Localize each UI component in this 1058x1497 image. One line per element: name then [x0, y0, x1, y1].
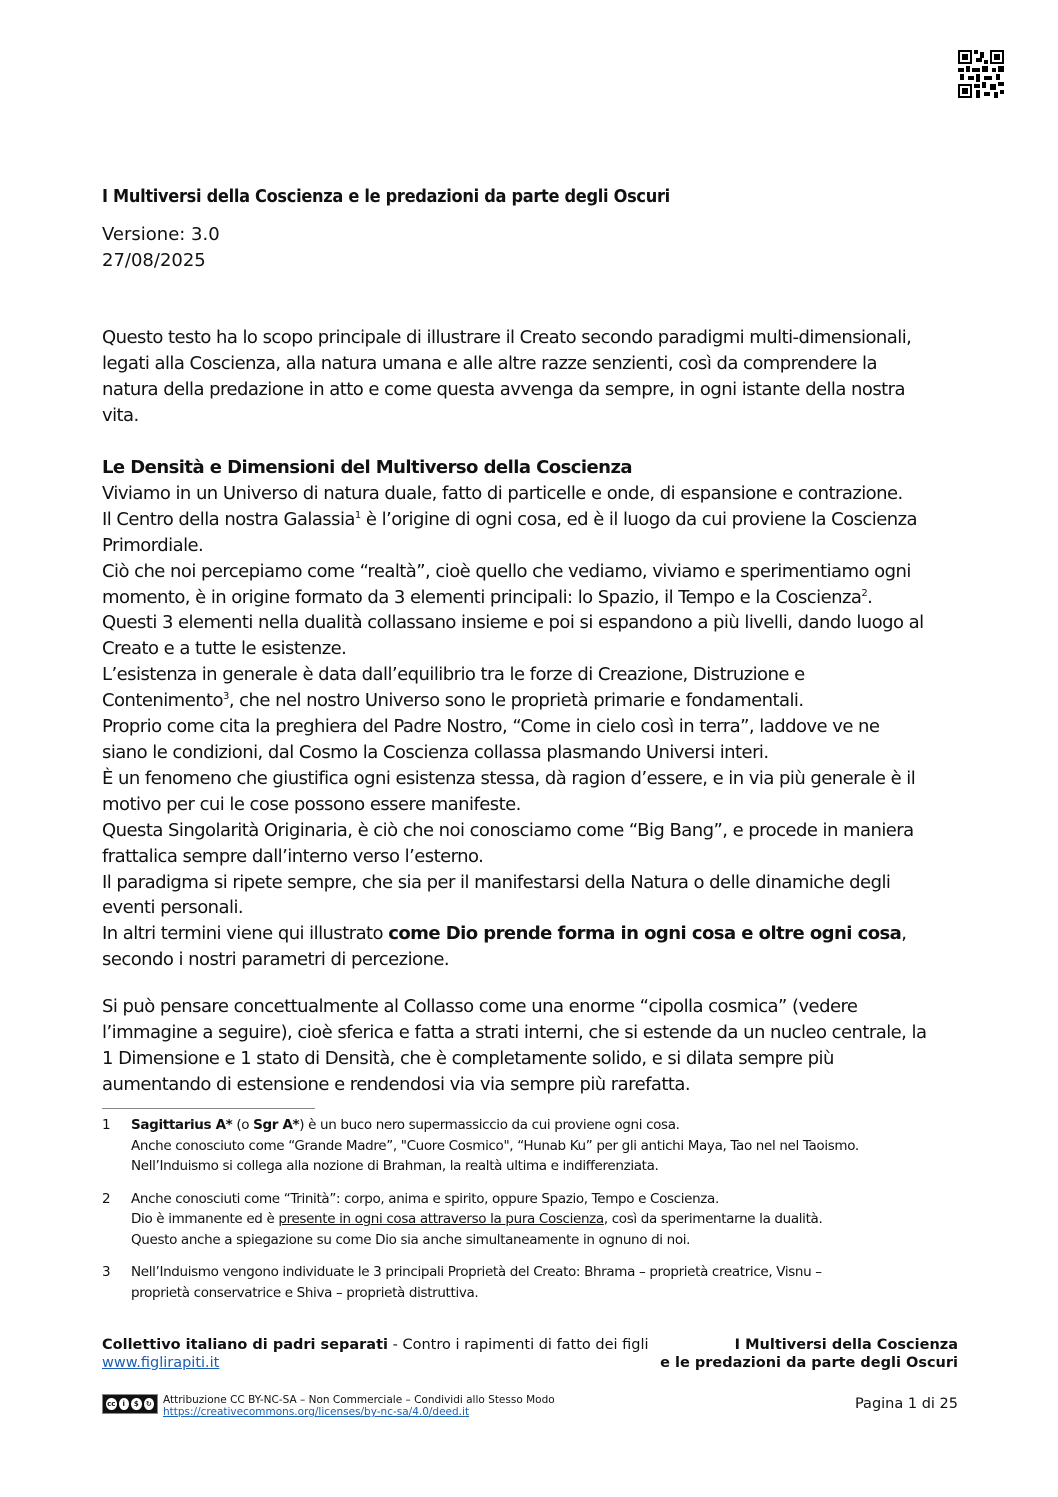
- footnote-number: 3: [102, 1264, 111, 1280]
- footer-title-line: I Multiversi della Coscienza: [734, 1337, 958, 1353]
- page-number: Pagina 1 di 25: [854, 1396, 958, 1412]
- footnote-line: [131, 1115, 962, 1136]
- collasso-paragraph: [102, 994, 962, 1098]
- section-line: Ciò che noi percepiamo come “realtà”, cioè quello che vediamo, viviamo e sperimentiamo ogni: [102, 560, 911, 582]
- footnote-line: proprietà conservatrice e Shiva – proprietà distruttiva.: [131, 1284, 479, 1301]
- footnote-ref-3[interactable]: 3: [223, 691, 229, 703]
- cc-icon: cc: [105, 1397, 118, 1411]
- section-line: Questi 3 elementi nella dualità collassano insieme e poi si espandono a più livelli, dando luogo al: [102, 612, 924, 634]
- text-fragment: è l’origine di ogni cosa, ed è il luogo da cui proviene la Coscienza: [360, 508, 917, 530]
- section-line: Questa Singolarità Originaria, è ciò che noi conosciamo come “Big Bang”, e procede in maniera: [102, 819, 914, 841]
- intro-line: vita.: [102, 404, 139, 426]
- collasso-line: l’immagine a seguire), cioè sferica e fatta a strati interni, che si estende da un nucleo centrale, la: [102, 1021, 927, 1043]
- intro-line: natura della predazione in atto e come questa avvenga da sempre, in ogni istante della nostra: [102, 378, 906, 400]
- sa-icon: ↻: [143, 1397, 156, 1411]
- qr-code-icon: [958, 50, 1004, 98]
- collasso-line: 1 Dimensione e 1 stato di Densità, che è completamente solido, e si dilata sempre più: [102, 1047, 834, 1069]
- footer-doc-title: [660, 1336, 958, 1372]
- footnote-ref-1[interactable]: 1: [354, 509, 361, 521]
- section-line: [102, 507, 962, 533]
- collasso-line: Si può pensare concettualmente al Collasso come una enorme “cipolla cosmica” (vedere: [102, 996, 858, 1017]
- footnote-line: Anche conosciuto come “Grande Madre”, "Cuore Cosmico", “Hunab Ku” per gli antichi Maya, Tao nel nel Taoismo.: [131, 1137, 859, 1154]
- section-line: secondo i nostri parametri di percezione.: [102, 949, 450, 971]
- footnotes: [102, 1115, 962, 1315]
- cc-by-nc-sa-icon[interactable]: [102, 1394, 158, 1414]
- footer-organization: [102, 1336, 649, 1372]
- license-text: Attribuzione CC BY-NC-SA – Non Commerciale – Condividi allo Stesso Modo: [163, 1394, 555, 1406]
- org-name: Collettivo italiano di padri separati: [102, 1337, 388, 1353]
- intro-line: Questo testo ha lo scopo principale di illustrare il Creato secondo paradigmi multi-dimensionali,: [102, 327, 912, 348]
- intro-line: legati alla Coscienza, alla natura umana e alle altre razze senzienti, così da comprendere la: [102, 352, 877, 374]
- emphasis-text: Sgr A*: [253, 1117, 300, 1133]
- section-line: motivo per cui le cose possono essere manifeste.: [102, 793, 521, 815]
- footnote-line: Nell’Induismo vengono individuate le 3 principali Proprietà del Creato: Bhrama – proprietà creatrice, Visnu –: [131, 1264, 822, 1280]
- section-line: siano le condizioni, dal Cosmo la Coscienza collassa plasmando Universi interi.: [102, 741, 769, 763]
- footnote-line: Nell’Induismo si collega alla nozione di Brahman, la realtà ultima e indifferenziata.: [131, 1158, 659, 1174]
- emphasis-text: come Dio prende forma in ogni cosa e oltre ogni cosa: [388, 923, 902, 945]
- footnote-line: [131, 1209, 962, 1230]
- footnote-1: [102, 1115, 962, 1177]
- license-block: [102, 1394, 555, 1418]
- section-line: Il paradigma si ripete sempre, che sia per il manifestarsi della Natura o delle dinamiche degli: [102, 871, 891, 893]
- license-link[interactable]: https://creativecommons.org/licenses/by-nc-sa/4.0/deed.it: [163, 1406, 470, 1418]
- collasso-line: aumentando di estensione e rendendosi via via sempre più rarefatta.: [102, 1073, 691, 1095]
- section-heading: Le Densità e Dimensioni del Multiverso della Coscienza: [102, 457, 632, 478]
- footnote-divider: [102, 1108, 315, 1109]
- section-line: frattalica sempre dall’interno verso l’esterno.: [102, 845, 484, 867]
- section-line: [102, 921, 962, 947]
- text-fragment: momento, è in origine formato da 3 elementi principali: lo Spazio, il Tempo e la Coscienza: [102, 586, 862, 608]
- footnote-number: 2: [102, 1190, 111, 1207]
- section-line: Proprio come cita la preghiera del Padre Nostro, “Come in cielo così in terra”, laddove ve ne: [102, 716, 880, 738]
- section-line: L’esistenza in generale è data dall’equilibrio tra le forze di Creazione, Distruzione e: [102, 664, 805, 686]
- text-fragment: (o: [232, 1117, 254, 1133]
- section-line: [102, 688, 962, 714]
- footnote-3: [102, 1262, 962, 1303]
- text-fragment: , che nel nostro Universo sono le proprietà primarie e fondamentali.: [228, 690, 804, 712]
- text-fragment: ) è un buco nero supermassiccio da cui proviene ogni cosa.: [299, 1117, 680, 1133]
- footnote-line: Anche conosciuti come “Trinità”: corpo, anima e spirito, oppure Spazio, Tempo e Coscienza.: [131, 1190, 719, 1207]
- text-fragment: ,: [901, 923, 907, 945]
- section-line: Creato e a tutte le esistenze.: [102, 638, 347, 660]
- document-version: Versione: 3.0: [102, 224, 220, 245]
- section-densita: [102, 455, 962, 973]
- intro-paragraph: [102, 325, 962, 429]
- section-line: [102, 585, 962, 611]
- document-title: I Multiversi della Coscienza e le predazioni da parte degli Oscuri: [102, 186, 670, 207]
- by-icon: i: [118, 1397, 131, 1411]
- nc-icon: $: [130, 1397, 143, 1411]
- footnote-ref-2[interactable]: 2: [861, 587, 868, 599]
- section-line: eventi personali.: [102, 897, 244, 919]
- footnote-number: 1: [102, 1117, 111, 1133]
- footnote-2: [102, 1189, 962, 1251]
- footnote-line: Questo anche a spiegazione su come Dio sia anche simultaneamente in ognuno di noi.: [131, 1231, 691, 1248]
- footer-title-line: e le predazioni da parte degli Oscuri: [660, 1355, 958, 1371]
- section-line: Viviamo in un Universo di natura duale, fatto di particelle e onde, di espansione e contrazione.: [102, 482, 903, 504]
- license-text-block: [163, 1394, 555, 1418]
- text-fragment: Contenimento: [102, 690, 224, 712]
- website-link[interactable]: www.figlirapiti.it: [102, 1355, 220, 1371]
- emphasis-text: Sagittarius A*: [131, 1117, 233, 1133]
- text-fragment: Dio è immanente ed è: [131, 1211, 279, 1227]
- document-date: 27/08/2025: [102, 250, 206, 271]
- text-fragment: In altri termini viene qui illustrato: [102, 923, 389, 945]
- footer-org-line: [102, 1336, 649, 1354]
- section-line: È un fenomeno che giustifica ogni esistenza stessa, dà ragion d’essere, e in via più generale è il: [102, 767, 916, 789]
- text-fragment: .: [867, 586, 873, 608]
- document-meta: [102, 222, 220, 274]
- section-line: Primordiale.: [102, 534, 204, 556]
- text-fragment: , così da sperimentarne la dualità.: [603, 1211, 823, 1227]
- underlined-text: presente in ogni cosa attraverso la pura Coscienza: [278, 1211, 604, 1227]
- org-tagline: - Contro i rapimenti di fatto dei figli: [388, 1337, 649, 1353]
- text-fragment: Il Centro della nostra Galassia: [102, 508, 355, 530]
